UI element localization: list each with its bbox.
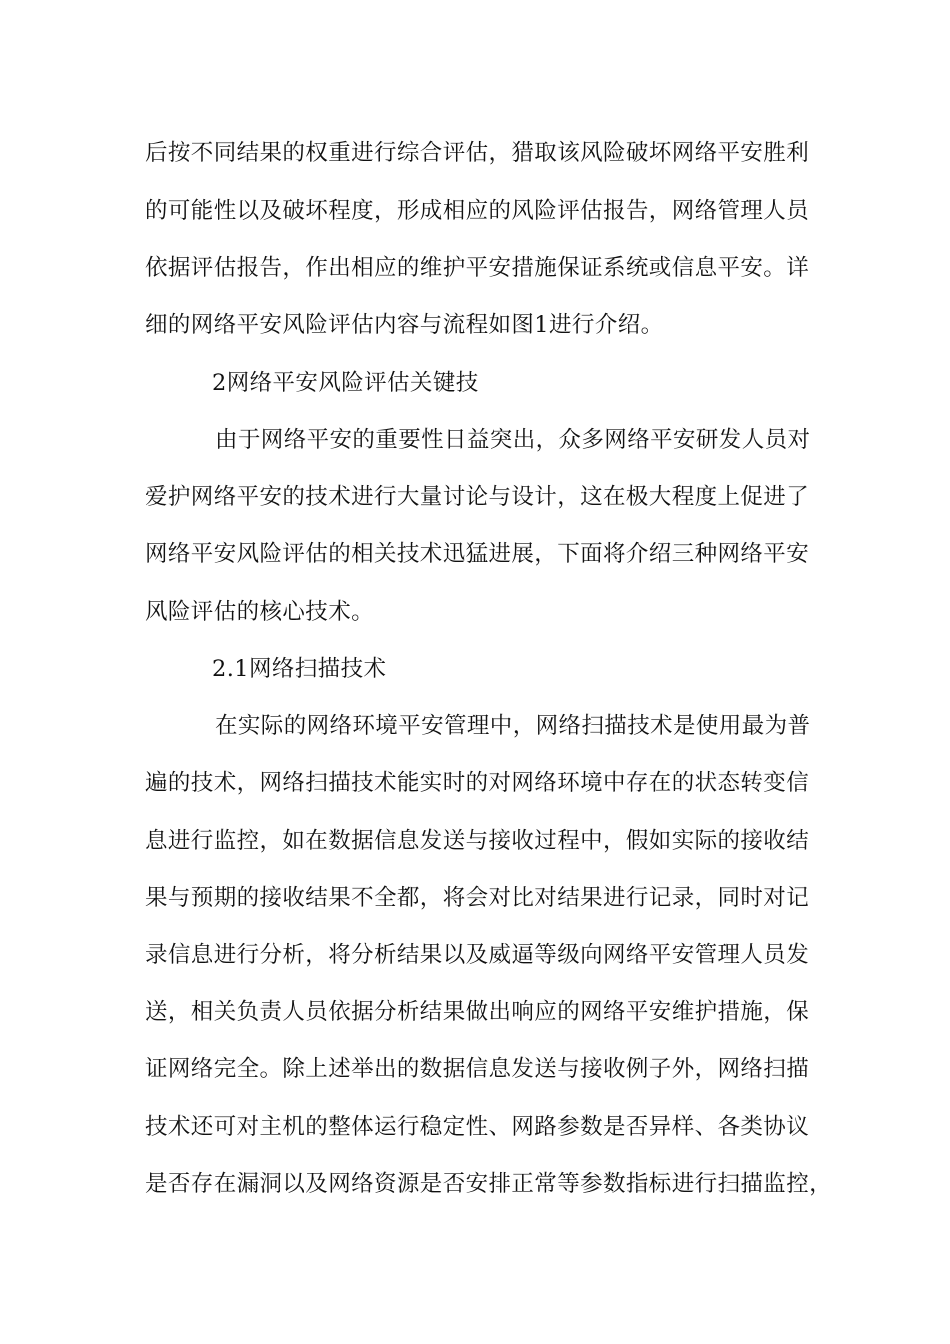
paragraph-line: 爱护网络平安的技术进行大量讨论与设计，这在极大程度上促进了 [145,484,810,510]
paragraph-line: 果与预期的接收结果不全都，将会对比对结果进行记录，同时对记 [145,885,810,911]
paragraph-line: 录信息进行分析，将分析结果以及威逼等级向网络平安管理人员发 [145,942,810,968]
paragraph-line: 在实际的网络环境平安管理中，网络扫描技术是使用最为普 [215,713,811,739]
section-heading: 2网络平安风险评估关键技 [212,370,479,396]
subsection-heading: 2.1网络扫描技术 [212,656,387,682]
paragraph-line: 由于网络平安的重要性日益突出，众多网络平安研发人员对 [215,427,811,453]
paragraph-line: 是否存在漏洞以及网络资源是否安排正常等参数指标进行扫描监控， [145,1171,833,1197]
paragraph-line: 息进行监控，如在数据信息发送与接收过程中，假如实际的接收结 [145,828,810,854]
paragraph-line: 证网络完全。除上述举出的数据信息发送与接收例子外，网络扫描 [145,1056,810,1082]
paragraph-line: 风险评估的核心技术。 [145,599,375,625]
paragraph-line: 细的网络平安风险评估内容与流程如图1进行介绍。 [145,312,664,338]
paragraph-line: 的可能性以及破坏程度，形成相应的风险评估报告，网络管理人员 [145,198,810,224]
paragraph-line: 遍的技术，网络扫描技术能实时的对网络环境中存在的状态转变信 [145,770,810,796]
paragraph-line: 依据评估报告，作出相应的维护平安措施保证系统或信息平安。详 [145,255,810,281]
paragraph-line: 后按不同结果的权重进行综合评估，猎取该风险破坏网络平安胜利 [145,140,810,166]
paragraph-line: 网络平安风险评估的相关技术迅猛进展，下面将介绍三种网络平安 [145,541,810,567]
paragraph-line: 送，相关负责人员依据分析结果做出响应的网络平安维护措施，保 [145,999,810,1025]
paragraph-line: 技术还可对主机的整体运行稳定性、网路参数是否异样、各类协议 [145,1114,810,1140]
